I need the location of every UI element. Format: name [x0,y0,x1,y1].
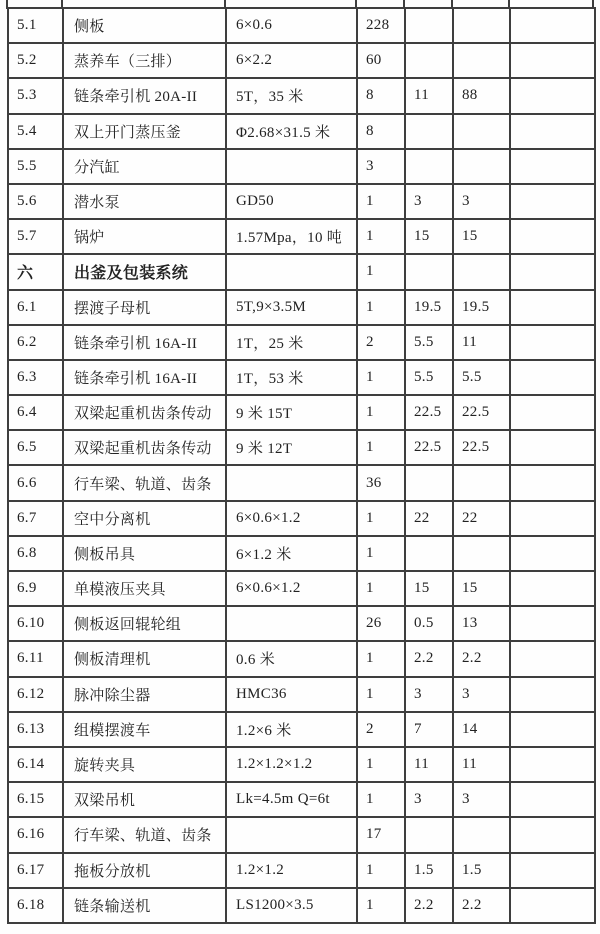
item-unit-value-cell [405,149,453,184]
item-remark-cell [510,325,595,360]
table-row [8,290,595,325]
item-remark-cell [510,536,595,571]
item-name-cell: 双上开门蒸压釜 [63,114,226,149]
item-quantity-cell: 2 [357,712,405,747]
item-unit-value-cell [405,536,453,571]
item-spec-cell: 6×1.2 米 [226,536,357,571]
table-row [8,43,595,78]
item-unit-value-cell [405,465,453,500]
item-spec-cell: 9 米 12T [226,430,357,465]
item-unit-value-cell: 3 [405,677,453,712]
item-remark-cell [510,219,595,254]
item-number-cell: 6.4 [8,395,63,430]
item-total-value-cell: 3 [453,184,510,219]
item-number-cell: 6.12 [8,677,63,712]
item-spec-cell [226,606,357,641]
item-number-cell: 六 [8,254,63,289]
item-name-cell: 链条牵引机 20A-II [63,78,226,113]
item-spec-cell: HMC36 [226,677,357,712]
item-total-value-cell: 22.5 [453,430,510,465]
item-name-cell: 组模摆渡车 [63,712,226,747]
table-row [8,536,595,571]
item-quantity-cell: 1 [357,747,405,782]
table-row [8,571,595,606]
item-number-cell: 5.1 [8,8,63,43]
item-number-cell: 6.15 [8,782,63,817]
item-number-cell: 6.14 [8,747,63,782]
item-name-cell: 链条牵引机 16A-II [63,360,226,395]
item-total-value-cell [453,8,510,43]
item-spec-cell: 6×0.6 [226,8,357,43]
item-quantity-cell: 60 [357,43,405,78]
item-quantity-cell: 1 [357,641,405,676]
item-spec-cell [226,254,357,289]
item-unit-value-cell: 1.5 [405,853,453,888]
item-remark-cell [510,395,595,430]
item-unit-value-cell: 15 [405,219,453,254]
item-name-cell: 侧板清理机 [63,641,226,676]
item-total-value-cell: 22.5 [453,395,510,430]
item-number-cell: 5.5 [8,149,63,184]
item-unit-value-cell: 2.2 [405,641,453,676]
item-remark-cell [510,747,595,782]
item-quantity-cell: 1 [357,501,405,536]
item-quantity-cell: 3 [357,149,405,184]
item-unit-value-cell: 5.5 [405,360,453,395]
item-number-cell: 6.10 [8,606,63,641]
item-quantity-cell: 1 [357,395,405,430]
table-row [8,641,595,676]
item-unit-value-cell: 22.5 [405,430,453,465]
item-spec-cell [226,149,357,184]
equipment-table [7,7,596,924]
table-row [8,254,595,289]
table-row [8,677,595,712]
item-number-cell: 6.2 [8,325,63,360]
item-unit-value-cell [405,8,453,43]
equipment-table-body [8,8,595,923]
table-row [8,430,595,465]
item-total-value-cell [453,149,510,184]
item-number-cell: 6.7 [8,501,63,536]
table-row [8,853,595,888]
item-remark-cell [510,149,595,184]
table-row [8,78,595,113]
item-remark-cell [510,782,595,817]
item-name-cell: 摆渡子母机 [63,290,226,325]
item-spec-cell: 0.6 米 [226,641,357,676]
item-total-value-cell: 1.5 [453,853,510,888]
item-spec-cell: 1.2×6 米 [226,712,357,747]
item-unit-value-cell [405,43,453,78]
item-number-cell: 5.3 [8,78,63,113]
item-unit-value-cell: 22 [405,501,453,536]
item-number-cell: 6.6 [8,465,63,500]
item-remark-cell [510,184,595,219]
table-row [8,747,595,782]
item-name-cell: 链条牵引机 16A-II [63,325,226,360]
item-remark-cell [510,430,595,465]
item-number-cell: 6.3 [8,360,63,395]
table-row [8,465,595,500]
item-unit-value-cell [405,114,453,149]
item-name-cell: 双梁起重机齿条传动 [63,430,226,465]
item-total-value-cell [453,114,510,149]
item-unit-value-cell: 19.5 [405,290,453,325]
item-quantity-cell: 1 [357,782,405,817]
item-unit-value-cell: 3 [405,184,453,219]
table-row [8,184,595,219]
item-total-value-cell: 15 [453,219,510,254]
table-row [8,325,595,360]
table-row [8,606,595,641]
item-total-value-cell: 15 [453,571,510,606]
item-number-cell: 6.9 [8,571,63,606]
item-remark-cell [510,8,595,43]
item-number-cell: 5.7 [8,219,63,254]
item-spec-cell: 6×2.2 [226,43,357,78]
item-number-cell: 6.8 [8,536,63,571]
item-number-cell: 5.2 [8,43,63,78]
item-unit-value-cell: 0.5 [405,606,453,641]
item-name-cell: 侧板 [63,8,226,43]
item-spec-cell: 1T，53 米 [226,360,357,395]
item-quantity-cell: 228 [357,8,405,43]
item-total-value-cell [453,817,510,852]
item-spec-cell: 9 米 15T [226,395,357,430]
item-total-value-cell [453,465,510,500]
table-row [8,114,595,149]
item-total-value-cell: 2.2 [453,888,510,923]
item-number-cell: 5.6 [8,184,63,219]
item-remark-cell [510,571,595,606]
item-quantity-cell: 2 [357,325,405,360]
item-quantity-cell: 1 [357,360,405,395]
item-quantity-cell: 8 [357,78,405,113]
table-row [8,712,595,747]
item-name-cell: 双梁吊机 [63,782,226,817]
item-quantity-cell: 1 [357,853,405,888]
item-name-cell: 单模液压夹具 [63,571,226,606]
item-remark-cell [510,465,595,500]
item-remark-cell [510,888,595,923]
item-total-value-cell [453,43,510,78]
item-unit-value-cell: 2.2 [405,888,453,923]
item-total-value-cell: 11 [453,325,510,360]
item-name-cell: 分汽缸 [63,149,226,184]
item-name-cell: 脉冲除尘器 [63,677,226,712]
item-remark-cell [510,853,595,888]
item-remark-cell [510,501,595,536]
item-quantity-cell: 17 [357,817,405,852]
item-quantity-cell: 1 [357,888,405,923]
item-quantity-cell: 1 [357,677,405,712]
item-remark-cell [510,817,595,852]
equipment-table-wrap [7,7,594,924]
table-row [8,501,595,536]
table-row [8,219,595,254]
table-row [8,782,595,817]
item-quantity-cell: 26 [357,606,405,641]
item-unit-value-cell: 11 [405,78,453,113]
item-total-value-cell: 14 [453,712,510,747]
item-quantity-cell: 1 [357,430,405,465]
item-remark-cell [510,114,595,149]
table-row [8,8,595,43]
item-total-value-cell: 13 [453,606,510,641]
item-remark-cell [510,43,595,78]
item-spec-cell: 6×0.6×1.2 [226,571,357,606]
item-name-cell: 旋转夹具 [63,747,226,782]
item-unit-value-cell: 7 [405,712,453,747]
item-name-cell: 出釜及包装系统 [63,254,226,289]
item-spec-cell: Lk=4.5m Q=6t [226,782,357,817]
item-number-cell: 6.1 [8,290,63,325]
table-row [8,817,595,852]
item-name-cell: 侧板吊具 [63,536,226,571]
item-total-value-cell: 5.5 [453,360,510,395]
item-remark-cell [510,712,595,747]
item-remark-cell [510,290,595,325]
item-total-value-cell: 22 [453,501,510,536]
item-spec-cell: 1T，25 米 [226,325,357,360]
item-quantity-cell: 1 [357,184,405,219]
table-row [8,888,595,923]
item-quantity-cell: 1 [357,571,405,606]
item-spec-cell: 1.57Mpa，10 吨 [226,219,357,254]
item-quantity-cell: 1 [357,219,405,254]
item-number-cell: 6.13 [8,712,63,747]
item-spec-cell: LS1200×3.5 [226,888,357,923]
item-spec-cell: 5T，35 米 [226,78,357,113]
item-number-cell: 6.11 [8,641,63,676]
item-remark-cell [510,606,595,641]
item-unit-value-cell [405,254,453,289]
item-unit-value-cell: 5.5 [405,325,453,360]
item-name-cell: 锅炉 [63,219,226,254]
item-name-cell: 蒸养车（三排） [63,43,226,78]
item-name-cell: 双梁起重机齿条传动 [63,395,226,430]
item-name-cell: 空中分离机 [63,501,226,536]
item-name-cell: 侧板返回辊轮组 [63,606,226,641]
item-number-cell: 6.18 [8,888,63,923]
item-total-value-cell: 3 [453,782,510,817]
item-remark-cell [510,677,595,712]
item-number-cell: 6.5 [8,430,63,465]
item-quantity-cell: 1 [357,536,405,571]
item-name-cell: 拖板分放机 [63,853,226,888]
item-remark-cell [510,641,595,676]
item-name-cell: 行车梁、轨道、齿条 [63,817,226,852]
item-spec-cell: 5T,9×3.5M [226,290,357,325]
table-row [8,395,595,430]
item-total-value-cell: 11 [453,747,510,782]
item-total-value-cell [453,254,510,289]
item-quantity-cell: 1 [357,254,405,289]
item-name-cell: 行车梁、轨道、齿条 [63,465,226,500]
item-number-cell: 5.4 [8,114,63,149]
item-unit-value-cell: 11 [405,747,453,782]
item-remark-cell [510,254,595,289]
item-number-cell: 6.16 [8,817,63,852]
item-unit-value-cell: 22.5 [405,395,453,430]
item-spec-cell: Φ2.68×31.5 米 [226,114,357,149]
item-unit-value-cell: 15 [405,571,453,606]
item-unit-value-cell [405,817,453,852]
item-spec-cell [226,465,357,500]
item-spec-cell: 6×0.6×1.2 [226,501,357,536]
item-total-value-cell: 19.5 [453,290,510,325]
item-spec-cell: 1.2×1.2×1.2 [226,747,357,782]
item-spec-cell [226,817,357,852]
item-total-value-cell: 3 [453,677,510,712]
item-quantity-cell: 8 [357,114,405,149]
item-unit-value-cell: 3 [405,782,453,817]
item-remark-cell [510,78,595,113]
item-name-cell: 链条输送机 [63,888,226,923]
item-remark-cell [510,360,595,395]
table-row [8,149,595,184]
item-name-cell: 潜水泵 [63,184,226,219]
table-row [8,360,595,395]
item-quantity-cell: 1 [357,290,405,325]
item-number-cell: 6.17 [8,853,63,888]
item-spec-cell: 1.2×1.2 [226,853,357,888]
item-quantity-cell: 36 [357,465,405,500]
item-spec-cell: GD50 [226,184,357,219]
item-total-value-cell: 88 [453,78,510,113]
item-total-value-cell [453,536,510,571]
item-total-value-cell: 2.2 [453,641,510,676]
